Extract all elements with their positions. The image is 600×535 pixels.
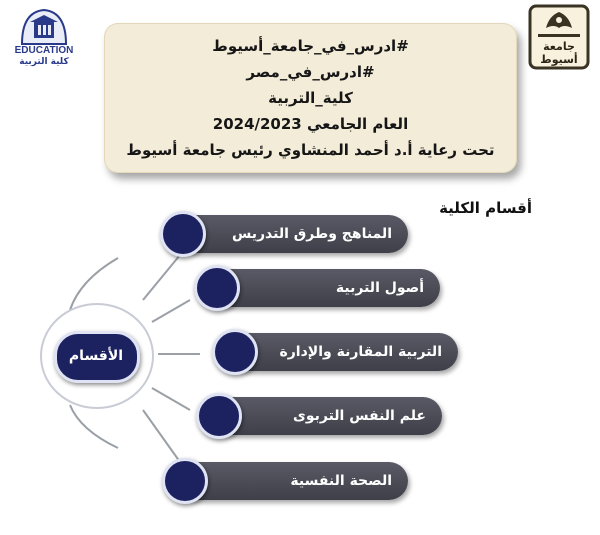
department-dot-curricula (160, 211, 206, 257)
department-pill-psychology (212, 397, 442, 435)
department-pill-mental-health (178, 462, 408, 500)
department-label-comparative: التربية المقارنة والإدارة (279, 344, 442, 360)
department-dot-comparative (212, 329, 258, 375)
section-title: أقسام الكلية (439, 199, 532, 217)
university-logo-text: جامعة أسيوط (540, 40, 578, 66)
faculty-logo-subtext: كلية التربية (19, 57, 69, 67)
department-label-psychology: علم النفس التربوى (293, 408, 426, 424)
banner-hashtag-egypt: #ادرس_في_مصر (246, 63, 375, 81)
banner-academic-year: العام الجامعي 2024/2023 (212, 115, 409, 133)
department-dot-psychology (196, 393, 242, 439)
faculty-logo-text: EDUCATION (14, 45, 74, 56)
department-dot-mental-health (162, 458, 208, 504)
department-label-mental-health: الصحة النفسية (290, 473, 392, 489)
department-label-curricula: المناهج وطرق التدريس (231, 226, 392, 242)
department-label-foundations: أصول التربية (335, 280, 424, 296)
banner-hashtag-assiut: #ادرس_في_جامعة_أسيوط (212, 37, 409, 55)
department-pill-curricula (178, 215, 408, 253)
department-pill-foundations (210, 269, 440, 307)
department-pill-comparative (228, 333, 458, 371)
banner-patronage: تحت رعاية أ.د أحمد المنشاوي رئيس جامعة أسيوط (126, 141, 495, 159)
banner-faculty: كلية_التربية (268, 89, 353, 107)
hub-label: الأقسام (68, 348, 124, 364)
department-dot-foundations (194, 265, 240, 311)
